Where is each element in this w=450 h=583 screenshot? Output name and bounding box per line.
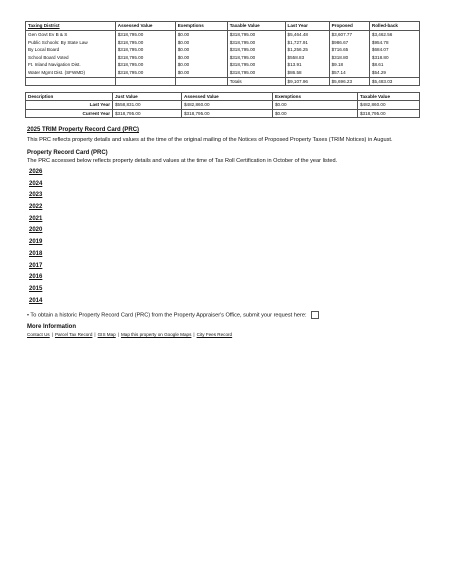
prc-year-link[interactable]: 2014 <box>29 297 43 304</box>
table-cell: $9.18 <box>329 61 369 69</box>
table-cell: $9,107.96 <box>285 77 329 86</box>
table-cell: $3,462.56 <box>369 31 419 39</box>
link-separator: | <box>94 332 96 337</box>
table-row <box>26 46 420 54</box>
table-cell: $0.00 <box>175 39 227 47</box>
table-cell: Public Schools: By State Law <box>26 39 116 47</box>
table-row <box>26 54 420 62</box>
historic-request-line <box>27 311 319 319</box>
google-maps-link[interactable]: Map this property on Google Maps <box>120 332 192 337</box>
table-cell: $716.65 <box>329 46 369 54</box>
prc-year-link[interactable]: 2026 <box>29 169 43 175</box>
link-separator: | <box>117 332 119 337</box>
trim-description: This PRC reflects property details and values at the time of the original mailing of the Notices of Proposed Property Taxes (TRIM Notices) in August. <box>27 137 393 143</box>
city-fees-record-link[interactable]: City Fees Record <box>196 332 233 337</box>
table-cell <box>26 77 116 86</box>
table-cell: $5,464.48 <box>285 31 329 39</box>
prc-heading: Property Record Card (PRC) <box>27 150 108 156</box>
table-cell: Gen Govt Ev B & S <box>26 31 116 39</box>
row-label: Current Year <box>26 109 113 117</box>
table-cell: $684.07 <box>369 46 419 54</box>
table-cell: $318,795.00 <box>115 39 175 47</box>
table-cell: $318.80 <box>369 54 419 62</box>
more-info-links <box>27 332 232 337</box>
table-cell: $8.61 <box>369 61 419 69</box>
table-row <box>26 109 420 117</box>
col-header: Just Value <box>113 93 182 101</box>
tax-district-table <box>25 21 420 86</box>
prc-description: The PRC accessed below reflects property details and values at the time of Tax Roll Certification in October of the year listed. <box>27 158 338 164</box>
summary-header-row <box>26 93 420 101</box>
contact-us-link[interactable]: Contact Us <box>27 332 50 337</box>
col-header: Proposed <box>329 22 369 31</box>
prc-year-list <box>29 167 42 307</box>
table-cell: $318.80 <box>329 54 369 62</box>
table-cell: $5,483.03 <box>369 77 419 86</box>
table-cell: Ft. Inland Navigation Dist. <box>26 61 116 69</box>
table-cell: $0.00 <box>175 54 227 62</box>
prc-year-link[interactable]: 2023 <box>29 192 43 199</box>
table-row <box>26 31 420 39</box>
col-header: Last Year <box>285 22 329 31</box>
col-header: Rolled-back <box>369 22 419 31</box>
table-cell: $318,795.00 <box>227 61 285 69</box>
table-cell: Water Mgmt Dist. (SFWMD) <box>26 69 116 77</box>
table-cell: $5,696.23 <box>329 77 369 86</box>
parcel-tax-record-link[interactable]: Parcel Tax Record <box>54 332 93 337</box>
table-cell: $318,795.00 <box>227 31 285 39</box>
table-row <box>26 69 420 77</box>
col-header: Taxing District <box>26 22 116 31</box>
col-header: Taxable Value <box>227 22 285 31</box>
table-cell: $954.78 <box>369 39 419 47</box>
prc-year-link[interactable]: 2021 <box>29 215 43 222</box>
col-header: Assessed Value <box>115 22 175 31</box>
table-cell <box>115 77 175 86</box>
table-cell: $0.00 <box>273 109 358 117</box>
table-cell <box>175 77 227 86</box>
table-cell: $558.83 <box>285 54 329 62</box>
table-cell: $0.00 <box>175 69 227 77</box>
prc-year-link[interactable]: 2019 <box>29 239 43 246</box>
gis-map-link[interactable]: GIS Map <box>97 332 116 337</box>
table-row <box>26 39 420 47</box>
col-header: Exemptions <box>175 22 227 31</box>
table-row <box>26 61 420 69</box>
table-cell: $86.58 <box>285 69 329 77</box>
bullet-icon: • <box>27 312 29 319</box>
table-cell: $558,831.00 <box>113 101 182 109</box>
table-cell: $482,860.00 <box>358 101 420 109</box>
col-header: Taxable Value <box>358 93 420 101</box>
table-cell: $3,607.77 <box>329 31 369 39</box>
col-header: Description <box>26 93 113 101</box>
prc-year-link[interactable]: 2020 <box>29 227 43 234</box>
prc-year-link[interactable]: 2016 <box>29 274 43 281</box>
table-cell: $318,795.00 <box>115 54 175 62</box>
table-cell: $0.00 <box>175 61 227 69</box>
prc-year-link[interactable]: 2022 <box>29 204 43 211</box>
col-header: Assessed Value <box>182 93 273 101</box>
table-cell: $318,795.00 <box>227 54 285 62</box>
value-summary-table <box>25 92 420 118</box>
more-info-heading: More Information <box>27 324 76 330</box>
table-cell: $0.00 <box>175 46 227 54</box>
historic-request-text: To obtain a historic Property Record Card (PRC) from the Property Appraiser's Office, submit your request here: <box>30 312 307 319</box>
tax-table-header-row <box>26 22 420 31</box>
totals-row <box>26 77 420 86</box>
table-cell: $1,256.25 <box>285 46 329 54</box>
trim-prc-link[interactable]: 2025 TRIM Property Record Card (PRC) <box>27 127 140 133</box>
table-cell: $482,860.00 <box>182 101 273 109</box>
link-separator: | <box>193 332 195 337</box>
col-header: Exemptions <box>273 93 358 101</box>
table-cell: $318,795.00 <box>115 46 175 54</box>
table-cell: $318,795.00 <box>115 69 175 77</box>
totals-label: Totals <box>227 77 285 86</box>
link-separator: | <box>51 332 53 337</box>
table-cell: $0.00 <box>273 101 358 109</box>
table-cell: $54.29 <box>369 69 419 77</box>
table-cell: By Local Board <box>26 46 116 54</box>
table-cell: $318,795.00 <box>227 69 285 77</box>
table-cell: $318,795.00 <box>113 109 182 117</box>
table-cell: $318,795.00 <box>115 31 175 39</box>
table-cell: $318,795.00 <box>115 61 175 69</box>
row-label: Last Year <box>26 101 113 109</box>
table-cell: $0.00 <box>175 31 227 39</box>
table-cell: $57.14 <box>329 69 369 77</box>
table-cell: $318,795.00 <box>358 109 420 117</box>
prc-year-link[interactable]: 2017 <box>29 262 43 269</box>
request-link-icon[interactable] <box>311 311 319 319</box>
prc-year-link[interactable]: 2024 <box>29 180 43 187</box>
table-cell: School Board Voted <box>26 54 116 62</box>
prc-year-link[interactable]: 2018 <box>29 250 43 257</box>
prc-year-link[interactable]: 2015 <box>29 285 43 292</box>
table-cell: $1,727.91 <box>285 39 329 47</box>
table-cell: $986.67 <box>329 39 369 47</box>
table-cell: $318,795.00 <box>227 46 285 54</box>
table-row <box>26 101 420 109</box>
table-cell: $318,795.00 <box>227 39 285 47</box>
table-cell: $318,795.00 <box>182 109 273 117</box>
table-cell: $13.91 <box>285 61 329 69</box>
